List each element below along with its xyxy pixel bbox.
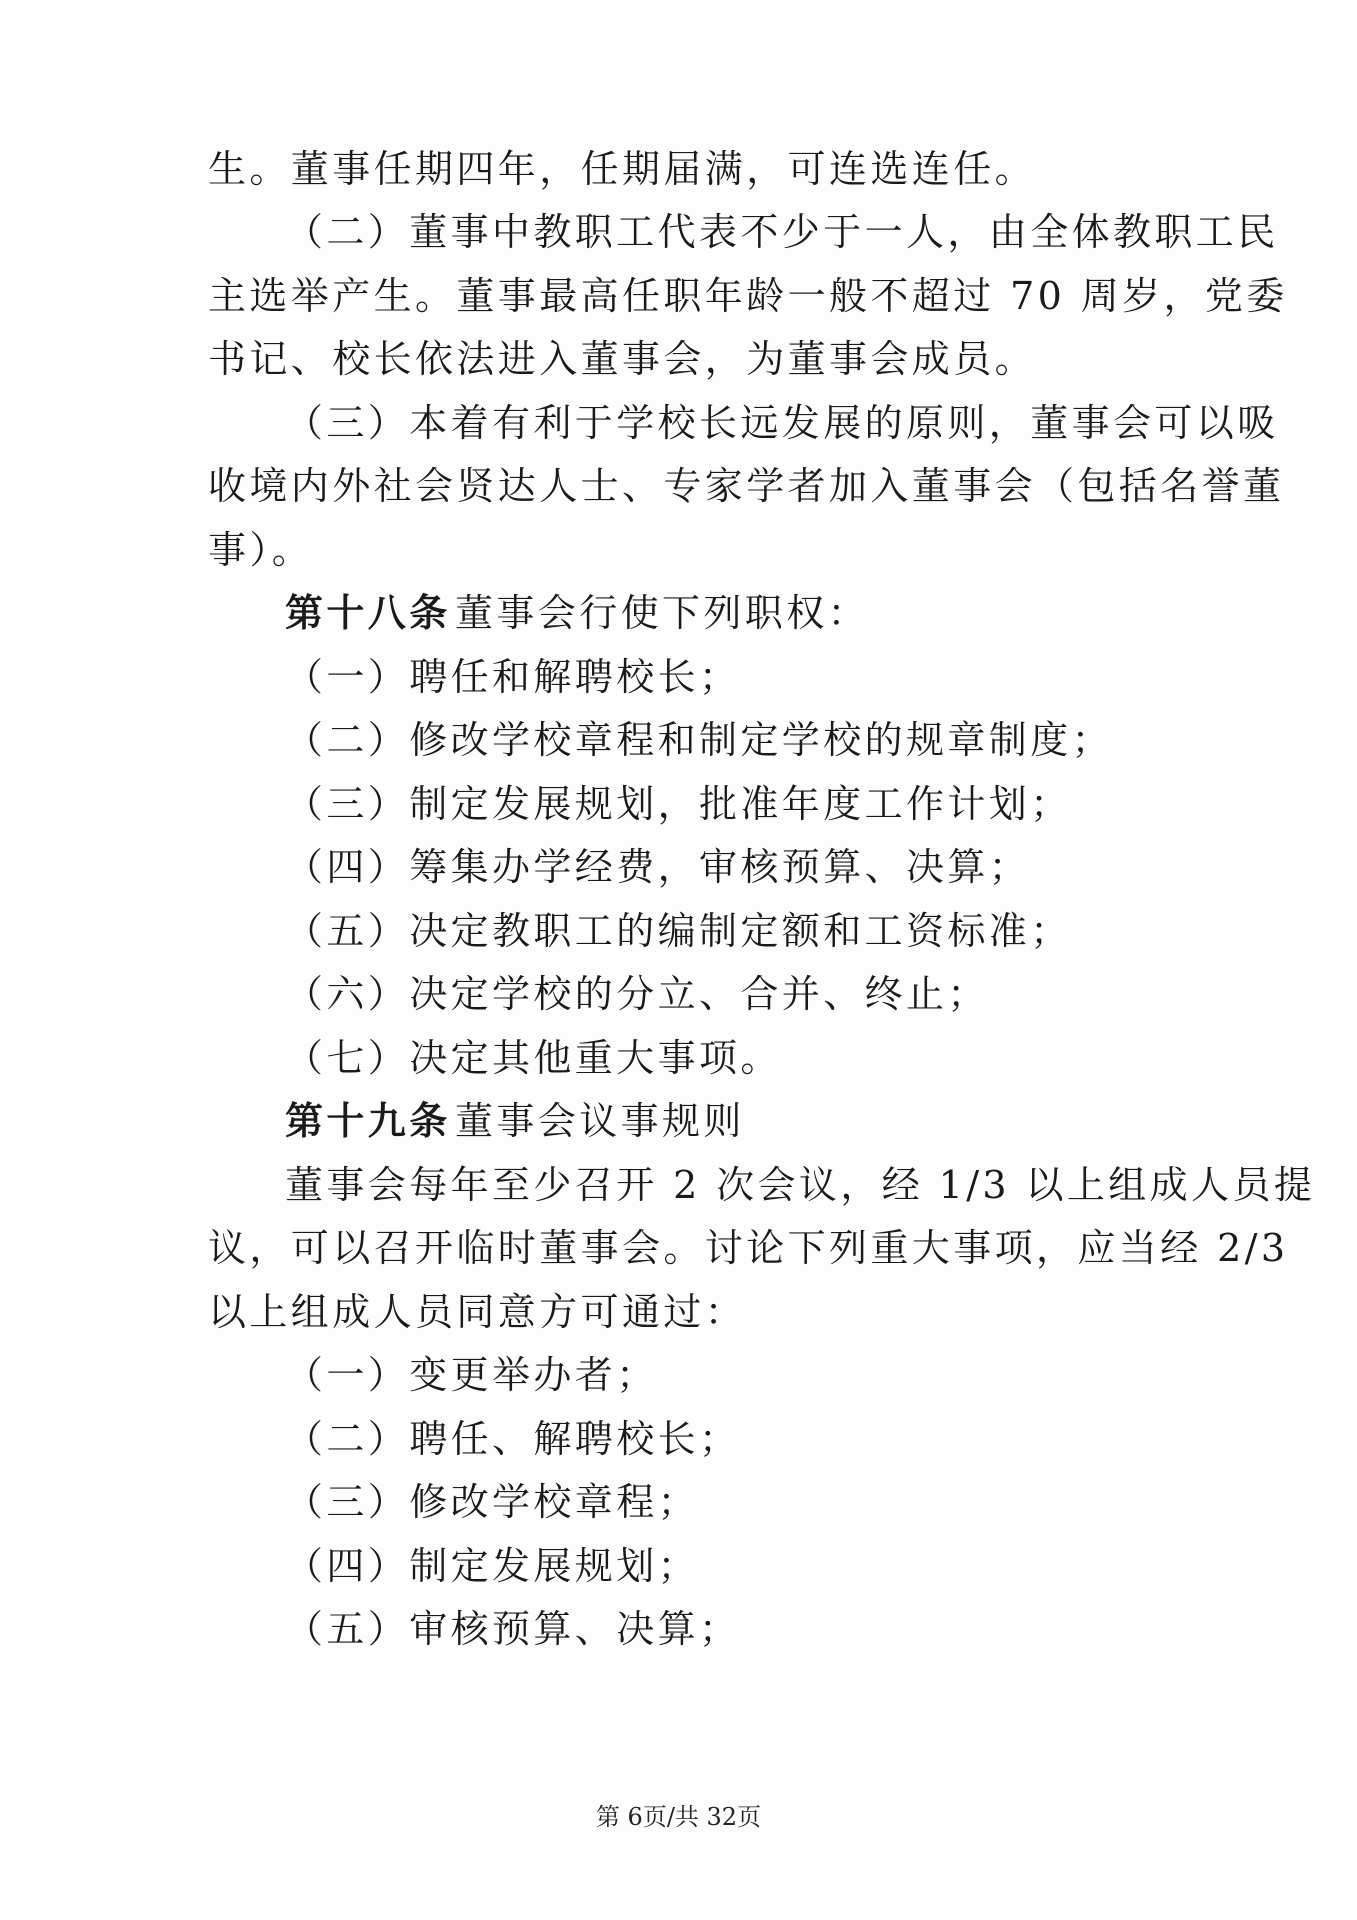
document-page: 生。董事任期四年，任期届满，可连选连任。 （二）董事中教职工代表不少于一人，由全体教职工民 主选举产生。董事最高任职年龄一般不超过 70 周岁，党委 书记、校长依法进入董事会，为董事会成员。 （三）本着有利于学校长远发展的原则，董事会可以吸 收境内外社会贤达人士、专家学者加入董事会（包括名誉董 事）。 第十八条 董事会行使下列职权： （一）聘任和解聘校长； （二）修改学校章程和制定学校的规章制度； （三）制定发展规划，批准年度工作计划； （四）筹集办学经费，审核预算、决算； （五）决定教职工的编制定额和工资标准； （六）决定学校的分立、合并、终止； （七）决定其他重大事项。 第十九条 董事会议事规则 董事会每年至少召开 2 次会议，经 1/3 以上组成人员提 议，可以召开临时董事会。讨论下列重大事项，应当经 2/3 以上组成人员同意方可通过： （一）变更举办者； （二）聘任、解聘校长； （三）修改学校章程； （四）制定发展规划； （五）审核预算、决算； 第 6页/共 32页 bbox=[0, 0, 1357, 1920]
article-title: 董事会行使下列职权： bbox=[455, 591, 870, 635]
article-number: 第十九条 bbox=[285, 1098, 451, 1143]
page-number-footer: 第 6页/共 32页 bbox=[595, 1803, 762, 1831]
article-number: 第十八条 bbox=[285, 590, 451, 635]
article-title: 董事会议事规则 bbox=[455, 1099, 745, 1143]
